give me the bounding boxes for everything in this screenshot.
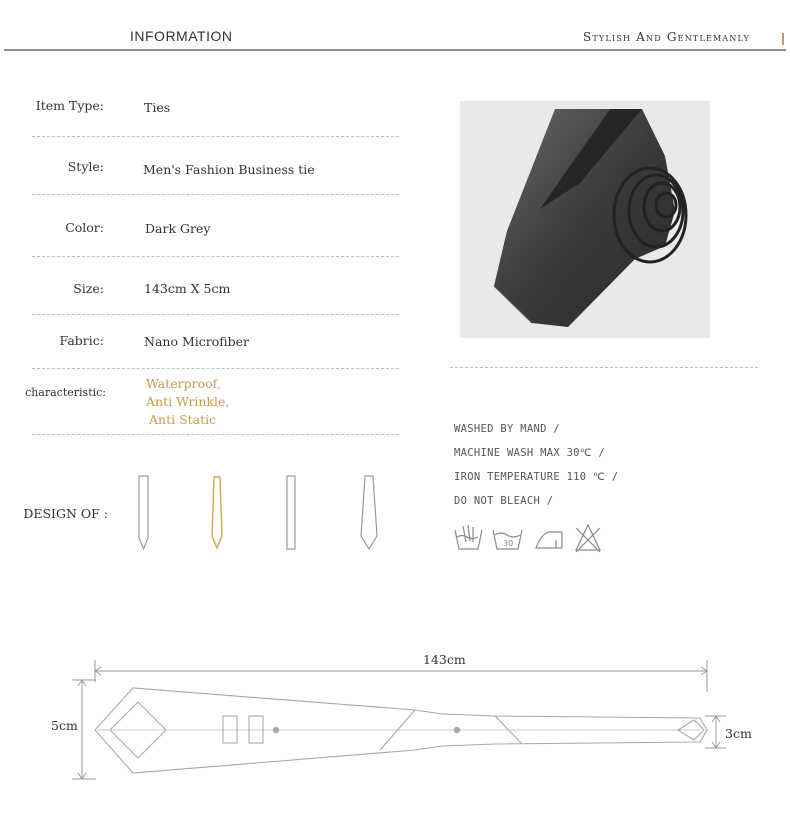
spec-value-color: Dark Grey [145,221,211,236]
narrow-width-dimension-line [705,716,726,748]
length-dimension-line [95,660,707,692]
care-line-3: IRON TEMPERATURE 110 ℃ / [454,471,619,483]
header-divider [4,49,786,51]
care-line-4: DO NOT BLEACH / [454,495,554,507]
care-divider [450,367,758,368]
tie-dimension-diagram [0,640,790,790]
rolled-tie-image [460,101,710,338]
care-icons [452,522,612,556]
spec-divider [32,194,399,195]
characteristic-line-2: Anti Wrinkle, [146,394,230,409]
wide-width-label: 5cm [51,718,78,733]
section-title: INFORMATION [130,28,233,44]
product-photo [460,101,710,338]
spec-value-fabric: Nano Microfiber [144,334,249,349]
spec-divider [32,368,399,369]
spec-divider [32,314,399,315]
spec-value-item-type: Ties [144,100,171,115]
care-line-2: MACHINE WASH MAX 30℃ / [454,447,606,459]
spec-value-style: Men's Fashion Business tie [143,162,315,177]
spec-divider [32,256,399,257]
spec-label-size: Size: [73,281,104,296]
arrow-tie-icon[interactable] [139,476,148,549]
iron-icon [536,532,562,548]
tagline-accent-mark [782,33,784,45]
spec-label-fabric: Fabric: [59,333,104,348]
characteristic-line-3: Anti Static [149,412,217,427]
hand-wash-icon [455,525,482,549]
do-not-bleach-icon [576,525,600,552]
spec-label-style: Style: [67,159,104,174]
spec-divider [32,136,399,137]
length-label: 143cm [423,652,466,667]
spec-value-size: 143cm X 5cm [144,281,231,296]
care-line-1: WASHED BY MAND / [454,423,560,435]
spec-label-item-type: Item Type: [35,98,104,113]
spec-label-characteristic: characteristic: [25,386,106,399]
design-options [130,470,400,556]
characteristic-line-1: Waterproof, [146,376,221,391]
narrow-width-label: 3cm [725,726,752,741]
machine-wash-30-icon [493,530,522,549]
spec-divider [32,434,399,435]
spec-label-color: Color: [65,220,104,235]
classic-tie-icon[interactable] [361,476,377,549]
tie-keeper-dot [273,727,279,733]
tie-label-dot [454,727,460,733]
tagline: Stylish And Gentlemanly [583,30,751,44]
design-label: DESIGN OF : [23,506,108,521]
flat-tie-icon[interactable] [287,476,295,549]
tie-outline [95,688,707,773]
wash-temp-label: 30 [503,539,514,548]
skinny-tie-icon[interactable] [212,477,222,548]
